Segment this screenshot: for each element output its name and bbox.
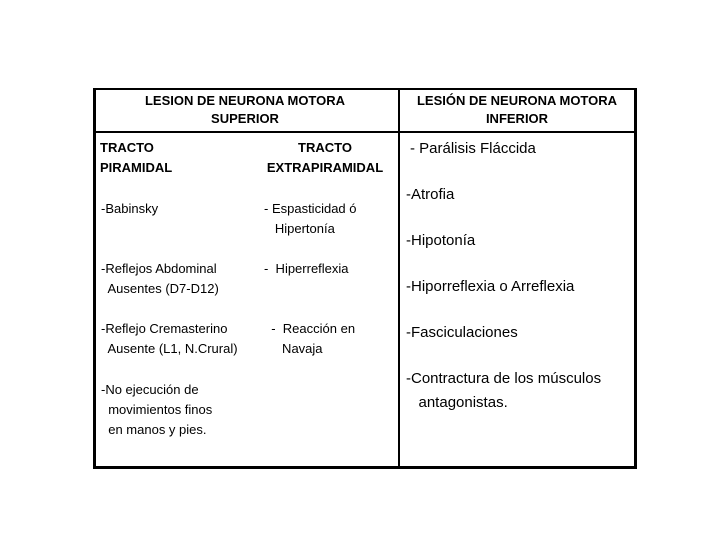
pyramidal-item: -Babinsky (101, 201, 159, 216)
lower-item: -Hipotonía (406, 232, 476, 249)
pyramidal-item: -Reflejos Abdominal Ausentes (D7-D12) (101, 261, 219, 296)
lower-item: -Fasciculaciones (406, 324, 518, 341)
header-upper-motor-neuron: LESION DE NEURONA MOTORA SUPERIOR (144, 93, 346, 126)
extrapyramidal-item: - Reacción en Navaja (271, 321, 356, 356)
lower-item: -Hiporreflexia o Arreflexia (406, 278, 575, 295)
pyramidal-item: -Reflejo Cremasterino Ausente (L1, N.Crural) (101, 321, 238, 356)
subheader-extrapyramidal: TRACTO EXTRAPIRAMIDAL (266, 140, 384, 175)
pyramidal-item: -No ejecución de movimientos finos en manos y pies. (101, 382, 213, 437)
subheader-pyramidal: TRACTO PIRAMIDAL (100, 140, 173, 175)
header-divider (93, 131, 634, 133)
lower-item: - Parálisis Fláccida (410, 140, 536, 157)
header-lower-motor-neuron: LESIÓN DE NEURONA MOTORA INFERIOR (416, 93, 618, 126)
lower-item: -Contractura de los músculos antagonistas. (406, 370, 602, 411)
column-divider (398, 88, 400, 467)
extrapyramidal-item: - Espasticidad ó Hipertonía (264, 201, 357, 236)
extrapyramidal-item: - Hiperreflexia (264, 261, 349, 276)
lower-item: -Atrofia (406, 186, 455, 203)
